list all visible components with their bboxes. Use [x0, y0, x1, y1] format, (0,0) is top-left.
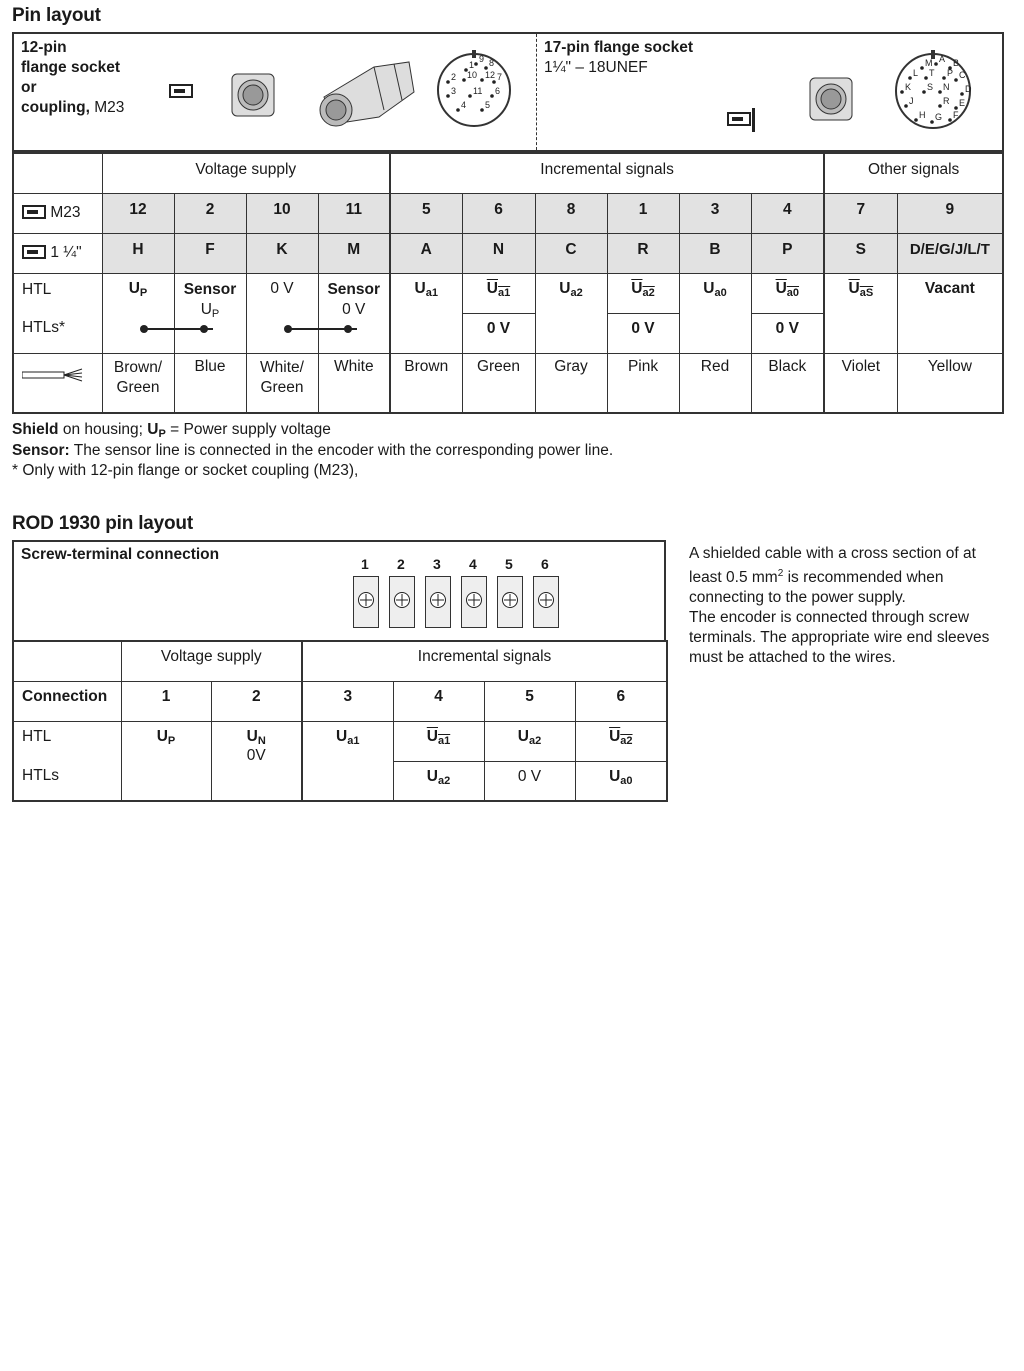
cable-icon-cell	[13, 353, 102, 413]
pin-dot	[920, 66, 924, 70]
bridge-dot	[200, 325, 208, 333]
screw-terminal	[533, 576, 559, 628]
connection-cell: 3	[302, 681, 393, 721]
group-incremental-signals: Incremental signals	[390, 153, 824, 193]
signal-ua2-htls: Ua2	[393, 761, 484, 801]
pin-dot	[924, 76, 928, 80]
side-text-terminals: The encoder is connected through screw terminals. The appropriate wire end sleeves must be attached to the wires.	[689, 609, 990, 667]
screw-icon	[465, 591, 483, 609]
pin-label: D	[965, 84, 972, 94]
pin-label: 3	[451, 86, 457, 96]
row-17pin	[13, 233, 1003, 273]
pin-label: G	[935, 112, 943, 122]
pin-cell: 12	[102, 193, 174, 233]
m23-connector-label: 12-pin flange socket or coupling, M23	[21, 39, 125, 116]
pin-dot	[938, 90, 942, 94]
signal-un: UN 0V	[211, 721, 302, 801]
pin-label: F	[953, 110, 959, 120]
signal-ua2-inv: Ua2	[607, 273, 679, 313]
pin-dot	[942, 76, 946, 80]
corner-cell	[13, 641, 121, 681]
signal-sensor-0v: Sensor 0 V	[318, 273, 390, 353]
pin-cell: 2	[174, 193, 246, 233]
connector-box	[12, 32, 1004, 152]
wire-color: Gray	[535, 353, 607, 413]
coupling-icon	[314, 52, 424, 132]
pin-cell: D/E/G/J/L/T	[897, 233, 1003, 273]
plug-icon	[169, 84, 193, 98]
pin-cell: F	[174, 233, 246, 273]
pin-cell: C	[535, 233, 607, 273]
pin-cell: 4	[751, 193, 824, 233]
row-label-htl: HTL	[13, 273, 102, 313]
pin-label: H	[919, 110, 926, 120]
note-shield: Shield on housing; UP = Power supply voltage	[12, 421, 331, 440]
row-connection	[13, 681, 667, 721]
screw-terminal	[353, 576, 379, 628]
signal-0v-htls: 0 V	[484, 761, 575, 801]
pin-dot	[446, 80, 450, 84]
screw-icon	[429, 591, 447, 609]
group-voltage-supply: Voltage supply	[102, 153, 390, 193]
pin-cell: M	[318, 233, 390, 273]
row-m23	[13, 193, 1003, 233]
pin-label: C	[959, 70, 966, 80]
bridge-dot	[284, 325, 292, 333]
screw-icon	[537, 591, 555, 609]
pin-cell: 10	[246, 193, 318, 233]
pin-dot	[900, 90, 904, 94]
wire-color: Brown/ Green	[102, 353, 174, 413]
pin-cell: S	[824, 233, 897, 273]
wire-color: Violet	[824, 353, 897, 413]
row-label-htls: HTLs	[13, 761, 121, 801]
row-label-connection: Connection	[13, 681, 121, 721]
row-wire-colors	[13, 353, 1003, 413]
pin-dot	[922, 90, 926, 94]
signal-up: UP	[102, 273, 174, 353]
pin-label: 7	[497, 72, 503, 82]
pin-cell: P	[751, 233, 824, 273]
pin-cell: 6	[462, 193, 535, 233]
signal-ua2: Ua2	[535, 273, 607, 353]
pin-cell: 3	[679, 193, 751, 233]
signal-ua1-inv: Ua1	[393, 721, 484, 761]
signal-0v-htls: 0 V	[462, 313, 535, 353]
wire-color: Blue	[174, 353, 246, 413]
pin-label: T	[929, 68, 935, 78]
pin-cell: 9	[897, 193, 1003, 233]
wire-color: Brown	[390, 353, 462, 413]
pin-dot	[948, 118, 952, 122]
wire-color: Black	[751, 353, 824, 413]
pin-dot	[480, 78, 484, 82]
plug-icon	[22, 205, 46, 219]
pin-cell: 11	[318, 193, 390, 233]
divider	[536, 34, 537, 150]
terminal-number: 5	[505, 556, 513, 572]
pin-dot	[480, 108, 484, 112]
row-label-m23: M23	[13, 193, 102, 233]
cable-icon	[22, 368, 84, 382]
pin-label: 1	[469, 60, 475, 70]
wire-color: White/ Green	[246, 353, 318, 413]
pin-label: M	[925, 58, 933, 68]
group-incremental-signals: Incremental signals	[302, 641, 667, 681]
signal-ua1: Ua1	[390, 273, 462, 353]
plug-socket-icon	[727, 108, 755, 132]
signal-ua2-inv: Ua2	[575, 721, 667, 761]
screw-icon	[393, 591, 411, 609]
pin-dot	[908, 76, 912, 80]
row-label-17pin: 1 ¼"	[13, 233, 102, 273]
bridge-dot	[140, 325, 148, 333]
pin-cell: N	[462, 233, 535, 273]
corner-cell	[13, 153, 102, 193]
screw-terminal	[497, 576, 523, 628]
pin-label: P	[947, 68, 954, 78]
wire-color: Yellow	[897, 353, 1003, 413]
bridge-dot	[344, 325, 352, 333]
pin-label: E	[959, 98, 966, 108]
group-voltage-supply: Voltage supply	[121, 641, 302, 681]
pin-cell: B	[679, 233, 751, 273]
pin-label: L	[913, 68, 919, 78]
17pin-pin-diagram	[892, 48, 974, 130]
group-other-signals: Other signals	[824, 153, 1003, 193]
side-text-cable: A shielded cable with a cross section of at least 0.5 $mm^2$ is recommended when connecting to the power supply.	[689, 545, 976, 607]
flange-socket-icon	[224, 66, 284, 126]
pin-dot	[904, 104, 908, 108]
pin-dot	[914, 118, 918, 122]
screw-terminal-box	[12, 540, 666, 640]
pin-dot	[934, 62, 938, 66]
signal-up: UP	[121, 721, 211, 801]
connection-cell: 6	[575, 681, 667, 721]
row-htl	[13, 273, 1003, 313]
pin-cell: 1	[607, 193, 679, 233]
signal-sensor-up: Sensor UP	[174, 273, 246, 353]
footnotes	[12, 420, 613, 481]
pin-cell: H	[102, 233, 174, 273]
pin-cell: R	[607, 233, 679, 273]
pin-label: 4	[461, 100, 467, 110]
pin-table	[12, 152, 1004, 414]
pin-label: 10	[467, 70, 478, 80]
pin-label: 9	[479, 54, 485, 64]
signal-ua1-inv: Ua1	[462, 273, 535, 313]
m23-pin-diagram	[434, 48, 514, 128]
pin-dot	[468, 94, 472, 98]
pin-dot	[490, 94, 494, 98]
pin-cell: K	[246, 233, 318, 273]
screw-terminal	[389, 576, 415, 628]
terminal-number: 3	[433, 556, 441, 572]
terminal-number: 1	[361, 556, 369, 572]
plug-icon	[22, 245, 46, 259]
pin-label: 6	[495, 86, 501, 96]
terminal-number: 2	[397, 556, 405, 572]
pin-label: 5	[485, 100, 491, 110]
pin-label: S	[927, 82, 934, 92]
side-text	[689, 544, 1009, 668]
pin-dot	[960, 92, 964, 96]
screw-terminal	[461, 576, 487, 628]
17pin-flange-socket-icon	[804, 72, 864, 132]
pin-label: 8	[489, 58, 495, 68]
pin-cell: A	[390, 233, 462, 273]
screw-icon	[501, 591, 519, 609]
connection-cell: 2	[211, 681, 302, 721]
pin-cell: 5	[390, 193, 462, 233]
rod-pin-layout-title: ROD 1930 pin layout	[12, 513, 193, 534]
pin-cell: 7	[824, 193, 897, 233]
terminal-number: 6	[541, 556, 549, 572]
pin-label: 11	[473, 86, 483, 96]
signal-ua0-inv: Ua0	[751, 273, 824, 313]
connection-cell: 5	[484, 681, 575, 721]
wire-color: Red	[679, 353, 751, 413]
wire-color: Pink	[607, 353, 679, 413]
signal-ua2: Ua2	[484, 721, 575, 761]
pin-dot	[446, 94, 450, 98]
pin-dot	[492, 80, 496, 84]
pin-cell: 8	[535, 193, 607, 233]
signal-0v-htls: 0 V	[751, 313, 824, 353]
pin-dot	[930, 120, 934, 124]
wire-color: White	[318, 353, 390, 413]
pin-label: 12	[485, 70, 496, 80]
pin-label: B	[953, 58, 960, 68]
pin-layout-title: Pin layout	[12, 5, 101, 26]
screw-terminal-label: Screw-terminal connection	[21, 546, 220, 563]
screw-icon	[357, 591, 375, 609]
screw-terminal	[425, 576, 451, 628]
note-sensor: Sensor: The sensor line is connected in the encoder with the corresponding power line.	[12, 442, 614, 459]
pin-dot	[456, 108, 460, 112]
signal-ua0-htls: Ua0	[575, 761, 667, 801]
row-label-htl: HTL	[13, 721, 121, 761]
pin-dot	[954, 78, 958, 82]
17pin-connector-label: 17-pin flange socket 1¼" – 18UNEF	[544, 39, 694, 76]
row-label-htls: HTLs*	[13, 313, 102, 353]
pin-label: 2	[451, 72, 457, 82]
terminal-number: 4	[469, 556, 477, 572]
signal-ua1: Ua1	[302, 721, 393, 801]
connection-cell: 4	[393, 681, 484, 721]
signal-0v: 0 V	[246, 273, 318, 353]
wire-color: Green	[462, 353, 535, 413]
row-htl	[13, 721, 667, 761]
pin-dot	[474, 62, 478, 66]
pin-label: K	[905, 82, 912, 92]
pin-label: A	[939, 54, 946, 64]
signal-0v-htls: 0 V	[607, 313, 679, 353]
pin-label: J	[909, 96, 914, 106]
signal-ua0: Ua0	[679, 273, 751, 353]
connection-cell: 1	[121, 681, 211, 721]
signal-uas-inv: UaS	[824, 273, 897, 353]
note-asterisk: * Only with 12-pin flange or socket coupling (M23),	[12, 462, 359, 479]
pin-label: N	[943, 82, 950, 92]
rod-table	[12, 640, 668, 802]
signal-vacant: Vacant	[897, 273, 1003, 353]
pin-dot	[938, 104, 942, 108]
pin-dot	[462, 78, 466, 82]
pin-label: R	[943, 96, 950, 106]
